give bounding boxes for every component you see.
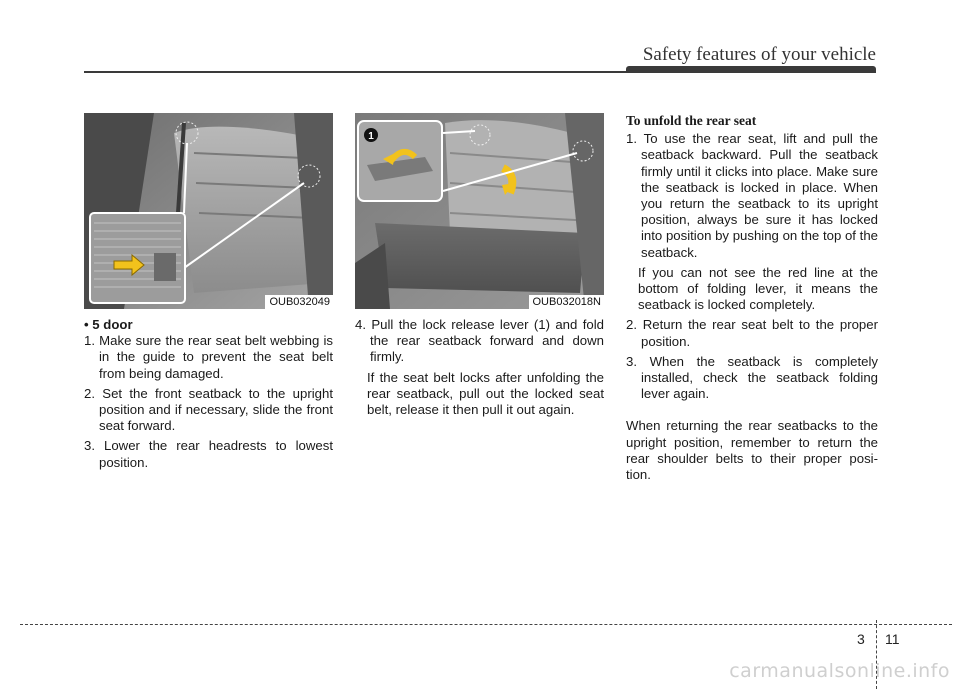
chapter-number: 3 xyxy=(857,631,865,647)
callout-number: 1 xyxy=(368,131,374,142)
step-3: 3. Lower the rear headrests to lowest position. xyxy=(84,438,333,470)
step-1: 1. Make sure the rear seat belt webbing is in the guide to prevent the seat belt from being damaged. xyxy=(84,333,333,381)
fold-photo-illustration xyxy=(355,113,604,309)
figure-code: OUB032049 xyxy=(265,295,333,309)
column-2 xyxy=(355,317,604,422)
figure-fold-seatback xyxy=(355,113,604,309)
unfold-step-2: 2. Return the rear seat belt to the proper position. xyxy=(626,317,878,349)
header-rule xyxy=(84,71,876,73)
seat-photo-illustration xyxy=(84,113,333,309)
step-2: 2. Set the front seatback to the upright position and if necessary, slide the front seat forward. xyxy=(84,385,333,434)
unfold-title: To unfold the rear seat xyxy=(626,113,757,128)
step-4: 4. Pull the lock release lever (1) and fold the rear seatback forward and down firmly. xyxy=(355,317,604,365)
section-title: Safety features of your vehicle xyxy=(642,44,876,65)
unfold-step-1: 1. To use the rear seat, lift and pull the seatback backward. Pull the seatback firmly until it clicks into place. Make sure the seatback is locked in place. When you return the seatback to its upright position, always be sure it has locked into position by pushing on the top of the seatback. xyxy=(626,131,878,260)
footer-rule xyxy=(20,624,952,625)
step-4-note: If the seat belt locks after unfolding the rear seatback, pull out the locked seat belt, release it then pull it out again. xyxy=(367,369,604,418)
column-3 xyxy=(626,113,878,483)
closing-paragraph: When returning the rear seatbacks to the upright position, remember to return the rear shoulder belts to their proper posi-tion. xyxy=(626,418,878,483)
subheading-5-door: • 5 door xyxy=(84,317,133,332)
column-1 xyxy=(84,317,333,475)
unfold-step-1-note: If you can not see the red line at the bottom of folding lever, it means the seatback is locked completely. xyxy=(638,264,878,313)
figure-code: OUB032018N xyxy=(529,295,605,309)
page-number: 11 xyxy=(885,631,900,647)
watermark: carmanualsonline.info xyxy=(729,660,950,682)
unfold-step-3: 3. When the seatback is completely installed, check the seatback folding lever again. xyxy=(626,353,878,402)
figure-seat-belt-guide xyxy=(84,113,333,309)
